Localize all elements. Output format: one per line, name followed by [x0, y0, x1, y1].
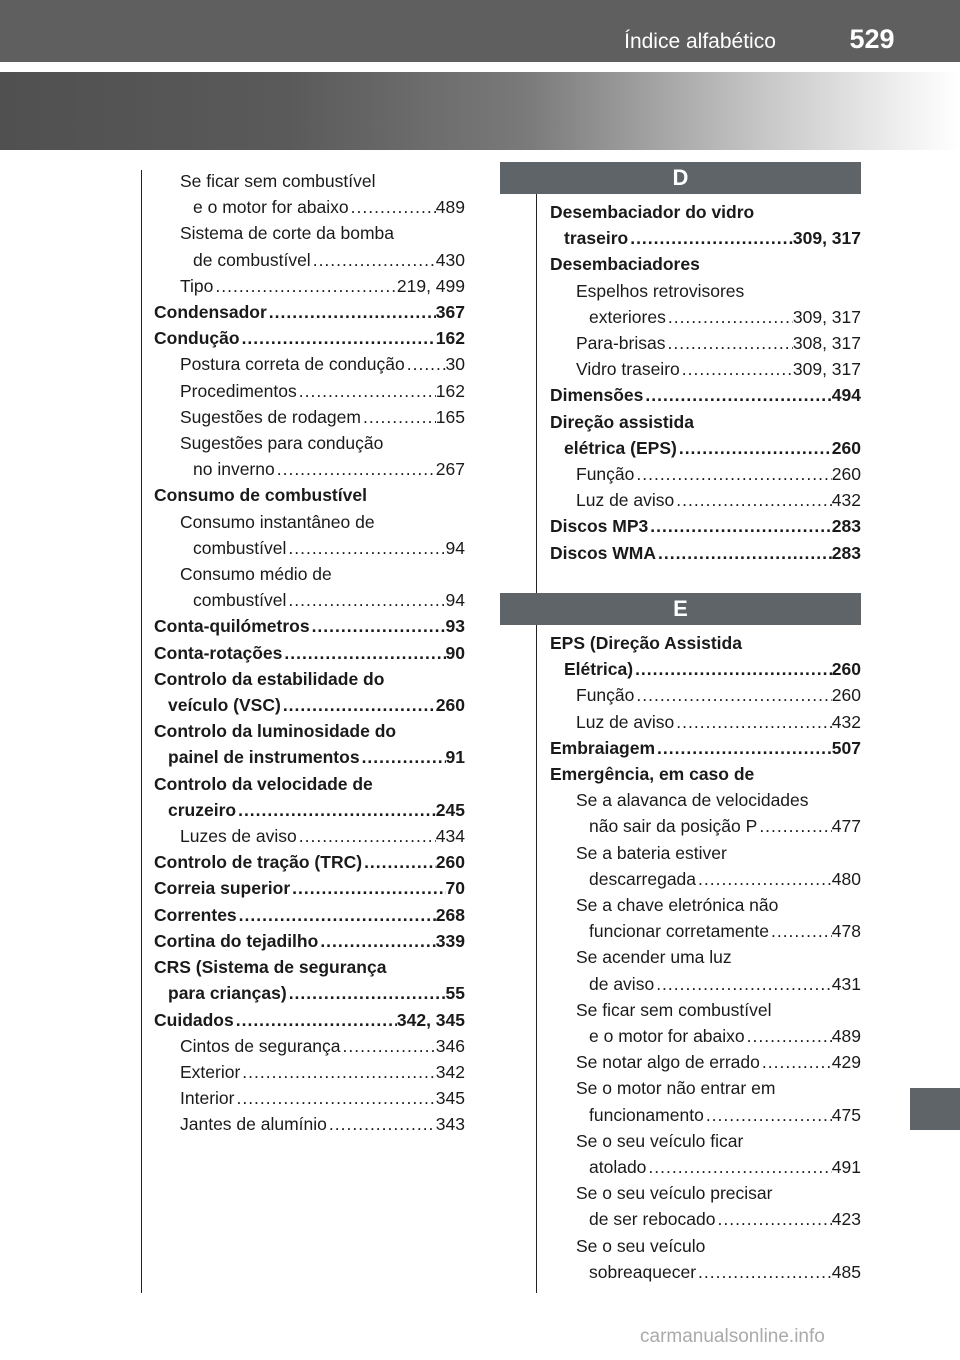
- watermark: carmanualsonline.info: [640, 1326, 825, 1347]
- index-entry-label: atolado: [589, 1157, 647, 1178]
- left-column-rule: [141, 170, 142, 1293]
- index-entry-label: Para-brisas: [576, 333, 666, 354]
- index-entry-heading: Controlo da estabilidade do: [154, 668, 385, 689]
- index-entry-heading: Direção assistida: [550, 411, 694, 432]
- index-entry-label: para crianças): [168, 983, 287, 1004]
- index-entry-label: Correntes: [154, 904, 237, 925]
- index-entry: [154, 1033, 465, 1059]
- index-entry-label: e o motor for abaixo: [589, 1026, 745, 1047]
- dot-leader: [327, 1111, 436, 1137]
- dot-leader: [696, 866, 832, 892]
- header-bar: [0, 0, 960, 62]
- index-entry-label: Condensador: [154, 302, 267, 323]
- index-entry: [154, 823, 465, 849]
- index-entry-label: Luz de aviso: [576, 711, 675, 732]
- section-header-d: D: [500, 162, 861, 194]
- index-entry-page[interactable]: 478: [831, 921, 861, 942]
- index-entry-label: no inverno: [193, 459, 275, 480]
- dot-leader: [282, 640, 445, 666]
- index-entry-heading: Sugestões para condução: [180, 433, 384, 454]
- dot-leader: [656, 540, 832, 566]
- index-entry-label: Cortina do tejadilho: [154, 930, 319, 951]
- right-column-rule: [536, 170, 537, 1293]
- dot-leader: [643, 382, 831, 408]
- index-entry-heading: Se a alavanca de velocidades: [576, 790, 809, 811]
- dot-leader: [275, 456, 436, 482]
- dot-leader: [240, 325, 436, 351]
- index-entry-label: Jantes de alumínio: [180, 1114, 327, 1135]
- index-entry-label: elétrica (EPS): [564, 437, 677, 458]
- index-entry: [154, 928, 465, 954]
- dot-leader: [704, 1102, 832, 1128]
- dot-leader: [628, 225, 793, 251]
- index-entry: [550, 656, 861, 682]
- index-entry-page[interactable]: 342: [435, 1061, 465, 1082]
- index-entry-page[interactable]: 91: [445, 747, 465, 768]
- dot-leader: [310, 613, 446, 639]
- index-entry: [550, 487, 861, 513]
- index-entry-page[interactable]: 423: [831, 1209, 861, 1230]
- dot-leader: [655, 735, 832, 761]
- index-entry-page[interactable]: 491: [831, 1157, 861, 1178]
- index-entry: [154, 1085, 465, 1111]
- index-entry: [154, 1059, 465, 1085]
- index-entry-page[interactable]: 283: [831, 542, 861, 563]
- dot-leader: [213, 273, 396, 299]
- index-entry-label: Cuidados: [154, 1009, 234, 1030]
- page-title: Índice alfabético: [624, 30, 776, 53]
- section-e-entries: [550, 630, 861, 1285]
- index-entry: [550, 356, 861, 382]
- index-entry-label: Luz de aviso: [576, 490, 675, 511]
- index-entry-label: Função: [576, 464, 635, 485]
- index-entry-label: e o motor for abaixo: [193, 197, 349, 218]
- index-entry-page[interactable]: 367: [435, 302, 465, 323]
- index-entry-page[interactable]: 90: [445, 642, 465, 663]
- index-entry-heading: Se o seu veículo: [576, 1235, 706, 1256]
- index-entry-page[interactable]: 260: [831, 437, 861, 458]
- index-entry-page[interactable]: 475: [831, 1104, 861, 1125]
- index-entry: [154, 456, 465, 482]
- index-entry-label: de aviso: [589, 973, 655, 994]
- index-entry-label: de ser rebocado: [589, 1209, 716, 1230]
- index-entry-page[interactable]: 260: [435, 852, 465, 873]
- dot-leader: [674, 487, 832, 513]
- index-entry-label: Sugestões de rodagem: [180, 406, 361, 427]
- index-entry-heading: Controlo da velocidade de: [154, 773, 373, 794]
- index-entry-label: descarregada: [589, 868, 697, 889]
- index-entry-label: Se notar algo de errado: [576, 1052, 760, 1073]
- left-index-column: [154, 168, 465, 1138]
- index-entry-label: painel de instrumentos: [168, 747, 360, 768]
- dot-leader: [234, 1007, 397, 1033]
- index-entry-page[interactable]: 430: [435, 249, 465, 270]
- index-entry-page[interactable]: 429: [831, 1052, 861, 1073]
- dot-leader: [633, 656, 832, 682]
- index-entry-label: Correia superior: [154, 878, 291, 899]
- index-entry-page[interactable]: 94: [445, 590, 465, 611]
- index-entry: [550, 1206, 861, 1232]
- index-entry: [154, 797, 465, 823]
- index-entry: [154, 351, 465, 377]
- index-entry-page[interactable]: 480: [831, 868, 861, 889]
- index-entry-page[interactable]: 431: [831, 973, 861, 994]
- index-entry-heading: Desembaciadores: [550, 254, 700, 275]
- index-entry: [154, 1007, 465, 1033]
- dot-leader: [757, 813, 831, 839]
- index-entry-label: Elétrica): [564, 659, 634, 680]
- index-entry-label: traseiro: [564, 228, 629, 249]
- index-entry-page[interactable]: 489: [435, 197, 465, 218]
- index-entry-label: Tipo: [180, 275, 214, 296]
- dot-leader: [237, 902, 436, 928]
- index-entry-label: exteriores: [589, 306, 666, 327]
- dot-leader: [297, 823, 436, 849]
- index-entry: [154, 692, 465, 718]
- dot-leader: [240, 1059, 436, 1085]
- index-entry-label: Dimensões: [550, 385, 644, 406]
- index-entry-label: Conta-quilómetros: [154, 616, 310, 637]
- index-entry-page[interactable]: 494: [831, 385, 861, 406]
- index-entry: [550, 1023, 861, 1049]
- index-entry-page[interactable]: 267: [435, 459, 465, 480]
- index-entry-heading: Consumo de combustível: [154, 485, 367, 506]
- index-entry-label: Conta-rotações: [154, 642, 283, 663]
- index-entry-heading: Desembaciador do vidro: [550, 202, 755, 222]
- index-entry: [550, 540, 861, 566]
- index-entry-label: funcionamento: [589, 1104, 704, 1125]
- index-entry-page[interactable]: 434: [435, 826, 465, 847]
- index-entry: [550, 682, 861, 708]
- index-entry-label: não sair da posição P: [589, 816, 758, 837]
- index-entry-page[interactable]: 432: [831, 490, 861, 511]
- index-entry: [550, 735, 861, 761]
- index-entry-heading: Consumo médio de: [180, 564, 332, 585]
- index-entry-page[interactable]: 507: [831, 737, 861, 758]
- dot-leader: [360, 744, 446, 770]
- index-entry-heading: Controlo da luminosidade do: [154, 721, 397, 742]
- index-entry: [154, 247, 465, 273]
- index-entry: [154, 640, 465, 666]
- index-entry: [550, 971, 861, 997]
- index-entry-label: Luzes de aviso: [180, 826, 297, 847]
- index-entry-heading: Se o motor não entrar em: [576, 1078, 776, 1099]
- index-entry: [154, 875, 465, 901]
- index-entry-heading: EPS (Direção Assistida: [550, 633, 742, 653]
- index-entry: [154, 194, 465, 220]
- index-entry-page[interactable]: 477: [831, 816, 861, 837]
- index-entry-heading: Emergência, em caso de: [550, 764, 755, 785]
- index-entry-page[interactable]: 260: [831, 685, 861, 706]
- index-entry-label: combustível: [193, 537, 287, 558]
- dot-leader: [760, 1049, 832, 1075]
- index-entry-label: veículo (VSC): [168, 695, 281, 716]
- index-entry: [154, 849, 465, 875]
- index-entry: [550, 382, 861, 408]
- dot-leader: [267, 299, 436, 325]
- index-entry-page[interactable]: 339: [435, 930, 465, 951]
- index-entry-page[interactable]: 343: [435, 1114, 465, 1135]
- index-entry-label: Postura correta de condução: [180, 354, 405, 375]
- index-entry-heading: Espelhos retrovisores: [576, 280, 745, 301]
- index-entry-heading: Se ficar sem combustível: [180, 171, 376, 191]
- dot-leader: [769, 918, 832, 944]
- index-entry-page[interactable]: 260: [831, 464, 861, 485]
- index-entry-page[interactable]: 432: [831, 711, 861, 732]
- index-entry: [154, 902, 465, 928]
- index-entry-page[interactable]: 260: [831, 659, 861, 680]
- index-entry-label: Controlo de tração (TRC): [154, 852, 363, 873]
- dot-leader: [634, 461, 831, 487]
- index-entry-page[interactable]: 345: [435, 1088, 465, 1109]
- thumb-index-tab[interactable]: [910, 1088, 960, 1130]
- dot-leader: [646, 1154, 831, 1180]
- index-entry: [154, 273, 465, 299]
- dot-leader: [236, 797, 436, 823]
- index-entry: [154, 404, 465, 430]
- dot-leader: [341, 1033, 436, 1059]
- index-entry-heading: Se o seu veículo ficar: [576, 1130, 744, 1151]
- index-entry-heading: CRS (Sistema de segurança: [154, 957, 387, 978]
- dot-leader: [680, 356, 793, 382]
- index-entry: [550, 330, 861, 356]
- index-entry-page[interactable]: 342, 345: [396, 1009, 465, 1030]
- page-number: 529: [849, 24, 895, 54]
- dot-leader: [361, 404, 436, 430]
- index-entry-page[interactable]: 162: [435, 328, 465, 349]
- dot-leader: [286, 535, 445, 561]
- index-entry-page[interactable]: 489: [831, 1026, 861, 1047]
- dot-leader: [349, 194, 436, 220]
- index-entry-label: Discos WMA: [550, 542, 656, 563]
- index-entry-heading: Se a chave eletrónica não: [576, 895, 779, 916]
- dot-leader: [286, 587, 445, 613]
- index-entry-page[interactable]: 283: [831, 516, 861, 537]
- index-entry-page[interactable]: 70: [445, 878, 465, 899]
- index-entry-page[interactable]: 55: [445, 983, 465, 1004]
- dot-leader: [674, 709, 832, 735]
- dot-leader: [234, 1085, 435, 1111]
- index-entry: [154, 299, 465, 325]
- index-entry-heading: Se o seu veículo precisar: [576, 1183, 773, 1204]
- index-entry: [550, 1049, 861, 1075]
- dot-leader: [297, 378, 436, 404]
- index-entry-heading: Sistema de corte da bomba: [180, 223, 395, 244]
- dot-leader: [287, 980, 446, 1006]
- index-entry-heading: Consumo instantâneo de: [180, 511, 375, 532]
- index-entry-heading: Se acender uma luz: [576, 947, 732, 968]
- index-entry-label: de combustível: [193, 249, 311, 270]
- index-entry-label: Cintos de segurança: [180, 1035, 341, 1056]
- index-entry: [550, 1259, 861, 1285]
- index-entry-label: Função: [576, 685, 635, 706]
- index-entry-label: Exterior: [180, 1061, 241, 1082]
- index-entry: [550, 918, 861, 944]
- section-d-entries: [550, 199, 861, 566]
- index-entry: [154, 535, 465, 561]
- index-entry: [154, 744, 465, 770]
- index-entry-label: Vidro traseiro: [576, 359, 680, 380]
- index-entry-page[interactable]: 346: [435, 1035, 465, 1056]
- index-entry-page[interactable]: 485: [831, 1261, 861, 1282]
- index-entry: [550, 813, 861, 839]
- index-entry-page[interactable]: 245: [435, 799, 465, 820]
- dot-leader: [715, 1206, 831, 1232]
- index-entry-page[interactable]: 308, 317: [792, 333, 861, 354]
- dot-leader: [696, 1259, 832, 1285]
- index-entry: [550, 225, 861, 251]
- index-entry: [154, 1111, 465, 1137]
- index-entry-page[interactable]: 30: [445, 354, 465, 375]
- index-entry-label: Condução: [154, 328, 240, 349]
- dot-leader: [362, 849, 436, 875]
- dot-leader: [405, 351, 446, 377]
- dot-leader: [281, 692, 436, 718]
- index-entry: [154, 378, 465, 404]
- index-entry-label: cruzeiro: [168, 799, 237, 820]
- index-entry-heading: Se ficar sem combustível: [576, 999, 772, 1020]
- index-entry-label: funcionar corretamente: [589, 921, 769, 942]
- index-entry: [154, 587, 465, 613]
- index-entry-page[interactable]: 165: [435, 406, 465, 427]
- index-entry-label: Interior: [180, 1088, 235, 1109]
- index-entry-label: sobreaquecer: [589, 1261, 697, 1282]
- index-entry-page[interactable]: 309, 317: [792, 228, 861, 249]
- index-entry: [154, 613, 465, 639]
- dot-leader: [745, 1023, 832, 1049]
- index-entry-page[interactable]: 268: [435, 904, 465, 925]
- index-entry-page[interactable]: 94: [445, 537, 465, 558]
- dot-leader: [654, 971, 832, 997]
- index-entry: [550, 866, 861, 892]
- index-entry-label: Discos MP3: [550, 516, 649, 537]
- index-entry-page[interactable]: 219, 499: [396, 275, 465, 296]
- index-entry: [550, 1154, 861, 1180]
- dot-leader: [318, 928, 435, 954]
- index-entry-page[interactable]: 93: [445, 616, 465, 637]
- index-entry: [550, 435, 861, 461]
- dot-leader: [634, 682, 831, 708]
- index-entry-page[interactable]: 309, 317: [792, 359, 861, 380]
- index-entry-label: combustível: [193, 590, 287, 611]
- index-entry: [154, 980, 465, 1006]
- dot-leader: [290, 875, 445, 901]
- header-gradient-band: [0, 72, 960, 150]
- index-entry-label: Procedimentos: [180, 380, 297, 401]
- dot-leader: [666, 304, 793, 330]
- index-entry-page[interactable]: 162: [435, 380, 465, 401]
- dot-leader: [311, 247, 436, 273]
- section-header-e: E: [500, 593, 861, 625]
- index-entry: [550, 1102, 861, 1128]
- index-entry-heading: Se a bateria estiver: [576, 842, 727, 863]
- index-entry: [550, 461, 861, 487]
- index-entry-page[interactable]: 260: [435, 695, 465, 716]
- index-entry: [550, 304, 861, 330]
- index-entry-label: Embraiagem: [550, 737, 656, 758]
- dot-leader: [648, 513, 832, 539]
- index-entry: [154, 325, 465, 351]
- index-entry-page[interactable]: 309, 317: [792, 306, 861, 327]
- dot-leader: [677, 435, 832, 461]
- index-entry: [550, 709, 861, 735]
- dot-leader: [665, 330, 792, 356]
- index-entry: [550, 513, 861, 539]
